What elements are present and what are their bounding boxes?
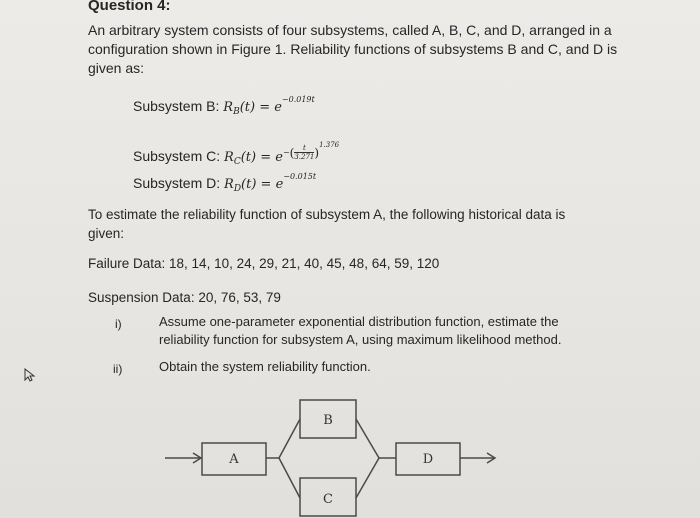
equation-exponent: −0.015t	[283, 172, 317, 181]
equation-exponent: −0.019t	[281, 95, 315, 104]
block-b-label: B	[323, 413, 333, 428]
failure-data: Failure Data: 18, 14, 10, 24, 29, 21, 40, 45, 48, 64, 59, 120	[88, 256, 440, 271]
connector-line	[356, 458, 379, 498]
item-line: Assume one-parameter exponential distribution function, estimate the	[159, 314, 559, 329]
equation-exponent-prefix: −	[282, 148, 290, 157]
equation-arg: (t) = e	[240, 150, 283, 165]
connector-line	[279, 458, 300, 498]
equation-fraction	[294, 144, 314, 161]
estimate-paragraph	[88, 205, 565, 243]
equation-paren-close: )	[314, 146, 320, 160]
equation-power: 1.376	[319, 141, 340, 149]
suspension-data: Suspension Data: 20, 76, 53, 79	[88, 290, 281, 305]
fraction-numerator: t	[294, 144, 314, 153]
item-text	[159, 358, 371, 376]
equation-lhs: R	[223, 100, 234, 115]
intro-line: given as:	[88, 60, 145, 76]
estimate-line: To estimate the reliability function of subsystem A, the following historical data is	[88, 207, 566, 222]
block-d-label: D	[422, 452, 434, 467]
equation-label: Subsystem C:	[133, 148, 221, 164]
fraction-denominator: 3.271	[294, 153, 315, 161]
connector-line	[279, 419, 300, 458]
reliability-block-diagram	[160, 386, 500, 518]
equation-lhs: R	[224, 150, 234, 165]
equation-subscript: B	[233, 107, 240, 117]
intro-line: An arbitrary system consists of four subsystems, called A, B, C, and D, arranged in a	[88, 22, 612, 38]
equation-subsystem-d	[133, 172, 316, 194]
block-c-label: C	[323, 492, 333, 507]
intro-line: configuration shown in Figure 1. Reliability functions of subsystems B and C, and D is	[88, 41, 618, 57]
equation-paren-open: (	[289, 146, 295, 160]
item-line: reliability function for subsystem A, using maximum likelihood method.	[159, 332, 562, 347]
equation-arg: (t) = e	[241, 177, 284, 192]
equation-arg: (t) = e	[239, 100, 282, 115]
equation-subscript: C	[233, 157, 241, 167]
item-number: ii)	[113, 362, 123, 376]
item-text	[159, 313, 561, 349]
connector-line	[356, 419, 379, 458]
question-title: Question 4:	[88, 0, 171, 14]
equation-lhs: R	[224, 177, 234, 192]
intro-paragraph	[88, 21, 617, 78]
equation-subsystem-b	[133, 95, 315, 117]
estimate-line: given:	[88, 226, 125, 241]
item-line: Obtain the system reliability function.	[159, 359, 371, 374]
equation-subsystem-c	[133, 141, 339, 167]
item-number: i)	[115, 317, 122, 331]
block-a-label: A	[229, 452, 239, 467]
cursor-icon	[24, 368, 36, 385]
equation-label: Subsystem D:	[133, 175, 221, 191]
equation-subscript: D	[233, 184, 242, 194]
equation-label: Subsystem B:	[133, 98, 220, 114]
